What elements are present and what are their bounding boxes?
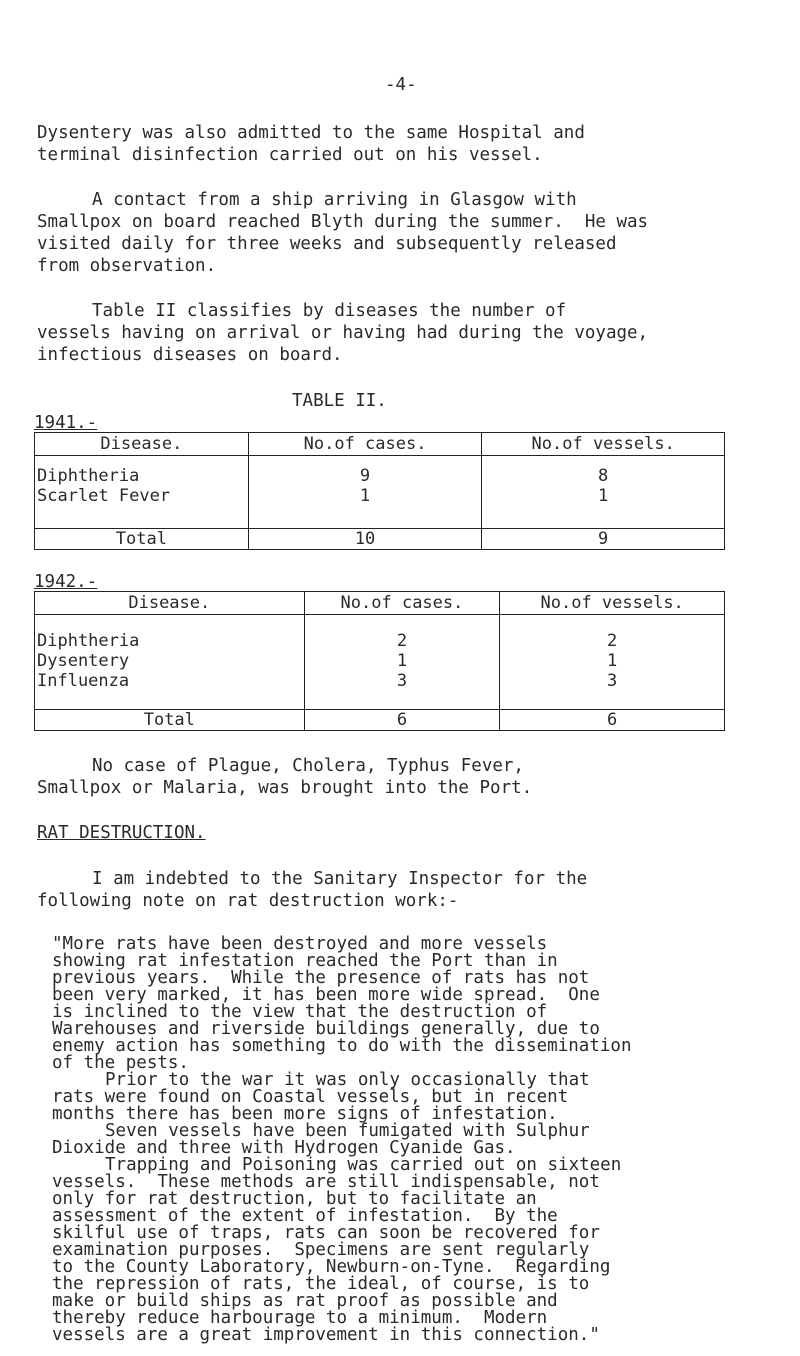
disease-name: Diphtheria [37,466,140,486]
vessels-value: 2 [607,631,618,651]
total-label: Total [35,529,249,550]
intro-line-2: terminal disinfection carried out on his vessel. [37,145,543,165]
quote-line: enemy action has something to do with the dissemination [52,1036,632,1056]
cases-value: 1 [396,651,408,671]
quote-line: rats were found on Coastal vessels, but in recent [52,1087,569,1107]
table-header-row [35,592,725,615]
disease-name: Dysentery [37,651,130,671]
quote-line: "More rats have been destroyed and more vessels [52,934,548,954]
section-heading: RAT DESTRUCTION. [37,823,206,843]
quote-line: the repression of rats, the ideal, of course, is to [52,1274,590,1294]
quote-line: skilful use of traps, rats can soon be recovered for [52,1223,600,1243]
quote-line: showing rat infestation reached the Port than in [52,951,558,971]
quote-line: been very marked, it has been more wide spread. One [52,985,600,1005]
total-label: Total [35,710,305,731]
contact-line-1: A contact from a ship arriving in Glasgow with [92,190,577,210]
header-vessels: No.of vessels. [500,592,725,615]
contact-line-2: Smallpox on board reached Blyth during the summer. He was [37,212,649,232]
intro-line-1: Dysentery was also admitted to the same Hospital and [37,123,585,143]
header-vessels: No.of vessels. [482,433,725,456]
table-1942 [34,591,725,731]
table-intro-line-1: Table II classifies by diseases the number of [92,301,567,321]
cases-value: 9 [359,466,371,486]
header-cases: No.of cases. [248,433,482,456]
no-case-line-1: No case of Plague, Cholera, Typhus Fever, [92,756,524,776]
table-intro-line-3: infectious diseases on board. [37,345,343,365]
year-1941: 1941.- [34,413,98,433]
vessels-value: 1 [607,651,618,671]
disease-cell [35,615,305,710]
table-total-row [35,529,725,550]
quote-line: vessels are a great improvement in this connection." [52,1325,600,1345]
cases-cell [304,615,500,710]
table-intro-line-2: vessels having on arrival or having had during the voyage, [37,323,649,343]
contact-line-3: visited daily for three weeks and subsequently released [37,234,617,254]
quote-line: to the County Laboratory, Newburn-on-Tyne. Regarding [52,1257,611,1277]
table-body-row [35,615,725,710]
quote-line: only for rat destruction, but to facilitate an [52,1189,537,1209]
quote-line: months there has been more signs of infestation. [52,1104,558,1124]
quote-line: Warehouses and riverside buildings generally, due to [52,1019,600,1039]
vessels-value: 8 [598,466,609,486]
quote-line: of the pests. [52,1053,189,1073]
quote-line: previous years. While the presence of rats has not [52,968,590,988]
cases-cell [248,456,482,529]
disease-name: Scarlet Fever [37,486,171,506]
table-total-row [35,710,725,731]
vessels-value: 1 [598,486,609,506]
quote-line: make or build ships as rat proof as possible and [52,1291,558,1311]
no-case-line-2: Smallpox or Malaria, was brought into the Port. [37,778,533,798]
quote-line: Prior to the war it was only occasionally that [105,1070,590,1090]
quote-line: Seven vessels have been fumigated with Sulphur [105,1121,590,1141]
header-disease: Disease. [35,592,305,615]
cases-value: 3 [396,671,408,691]
header-disease: Disease. [35,433,249,456]
quote-line: thereby reduce harbourage to a minimum. Modern [52,1308,548,1328]
cases-value: 2 [396,631,408,651]
disease-cell [35,456,249,529]
table-header-row [35,433,725,456]
total-cases: 10 [248,529,482,550]
table-body-row [35,456,725,529]
disease-name: Diphtheria [37,631,140,651]
contact-line-4: from observation. [37,256,217,276]
indebted-line-2: following note on rat destruction work:- [37,891,459,911]
header-cases: No.of cases. [304,592,500,615]
quote-line: is inclined to the view that the destruction of [52,1002,548,1022]
quote-line: vessels. These methods are still indispensable, not [52,1172,600,1192]
quote-line: examination purposes. Specimens are sent regularly [52,1240,590,1260]
table-title: TABLE II. [292,391,387,411]
table-1941 [34,432,725,550]
vessels-cell [500,615,725,710]
cases-value: 1 [359,486,371,506]
quote-line: Dioxide and three with Hydrogen Cyanide Gas. [52,1138,516,1158]
vessels-value: 3 [607,671,618,691]
total-cases: 6 [304,710,500,731]
vessels-cell [482,456,725,529]
quote-line: Trapping and Poisoning was carried out on sixteen [105,1155,622,1175]
quote-line: assessment of the extent of infestation. By the [52,1206,558,1226]
page-number: -4- [385,75,417,95]
year-1942: 1942.- [34,572,98,592]
indebted-line-1: I am indebted to the Sanitary Inspector for the [92,869,588,889]
total-vessels: 9 [482,529,725,550]
disease-name: Influenza [37,671,130,691]
total-vessels: 6 [500,710,725,731]
